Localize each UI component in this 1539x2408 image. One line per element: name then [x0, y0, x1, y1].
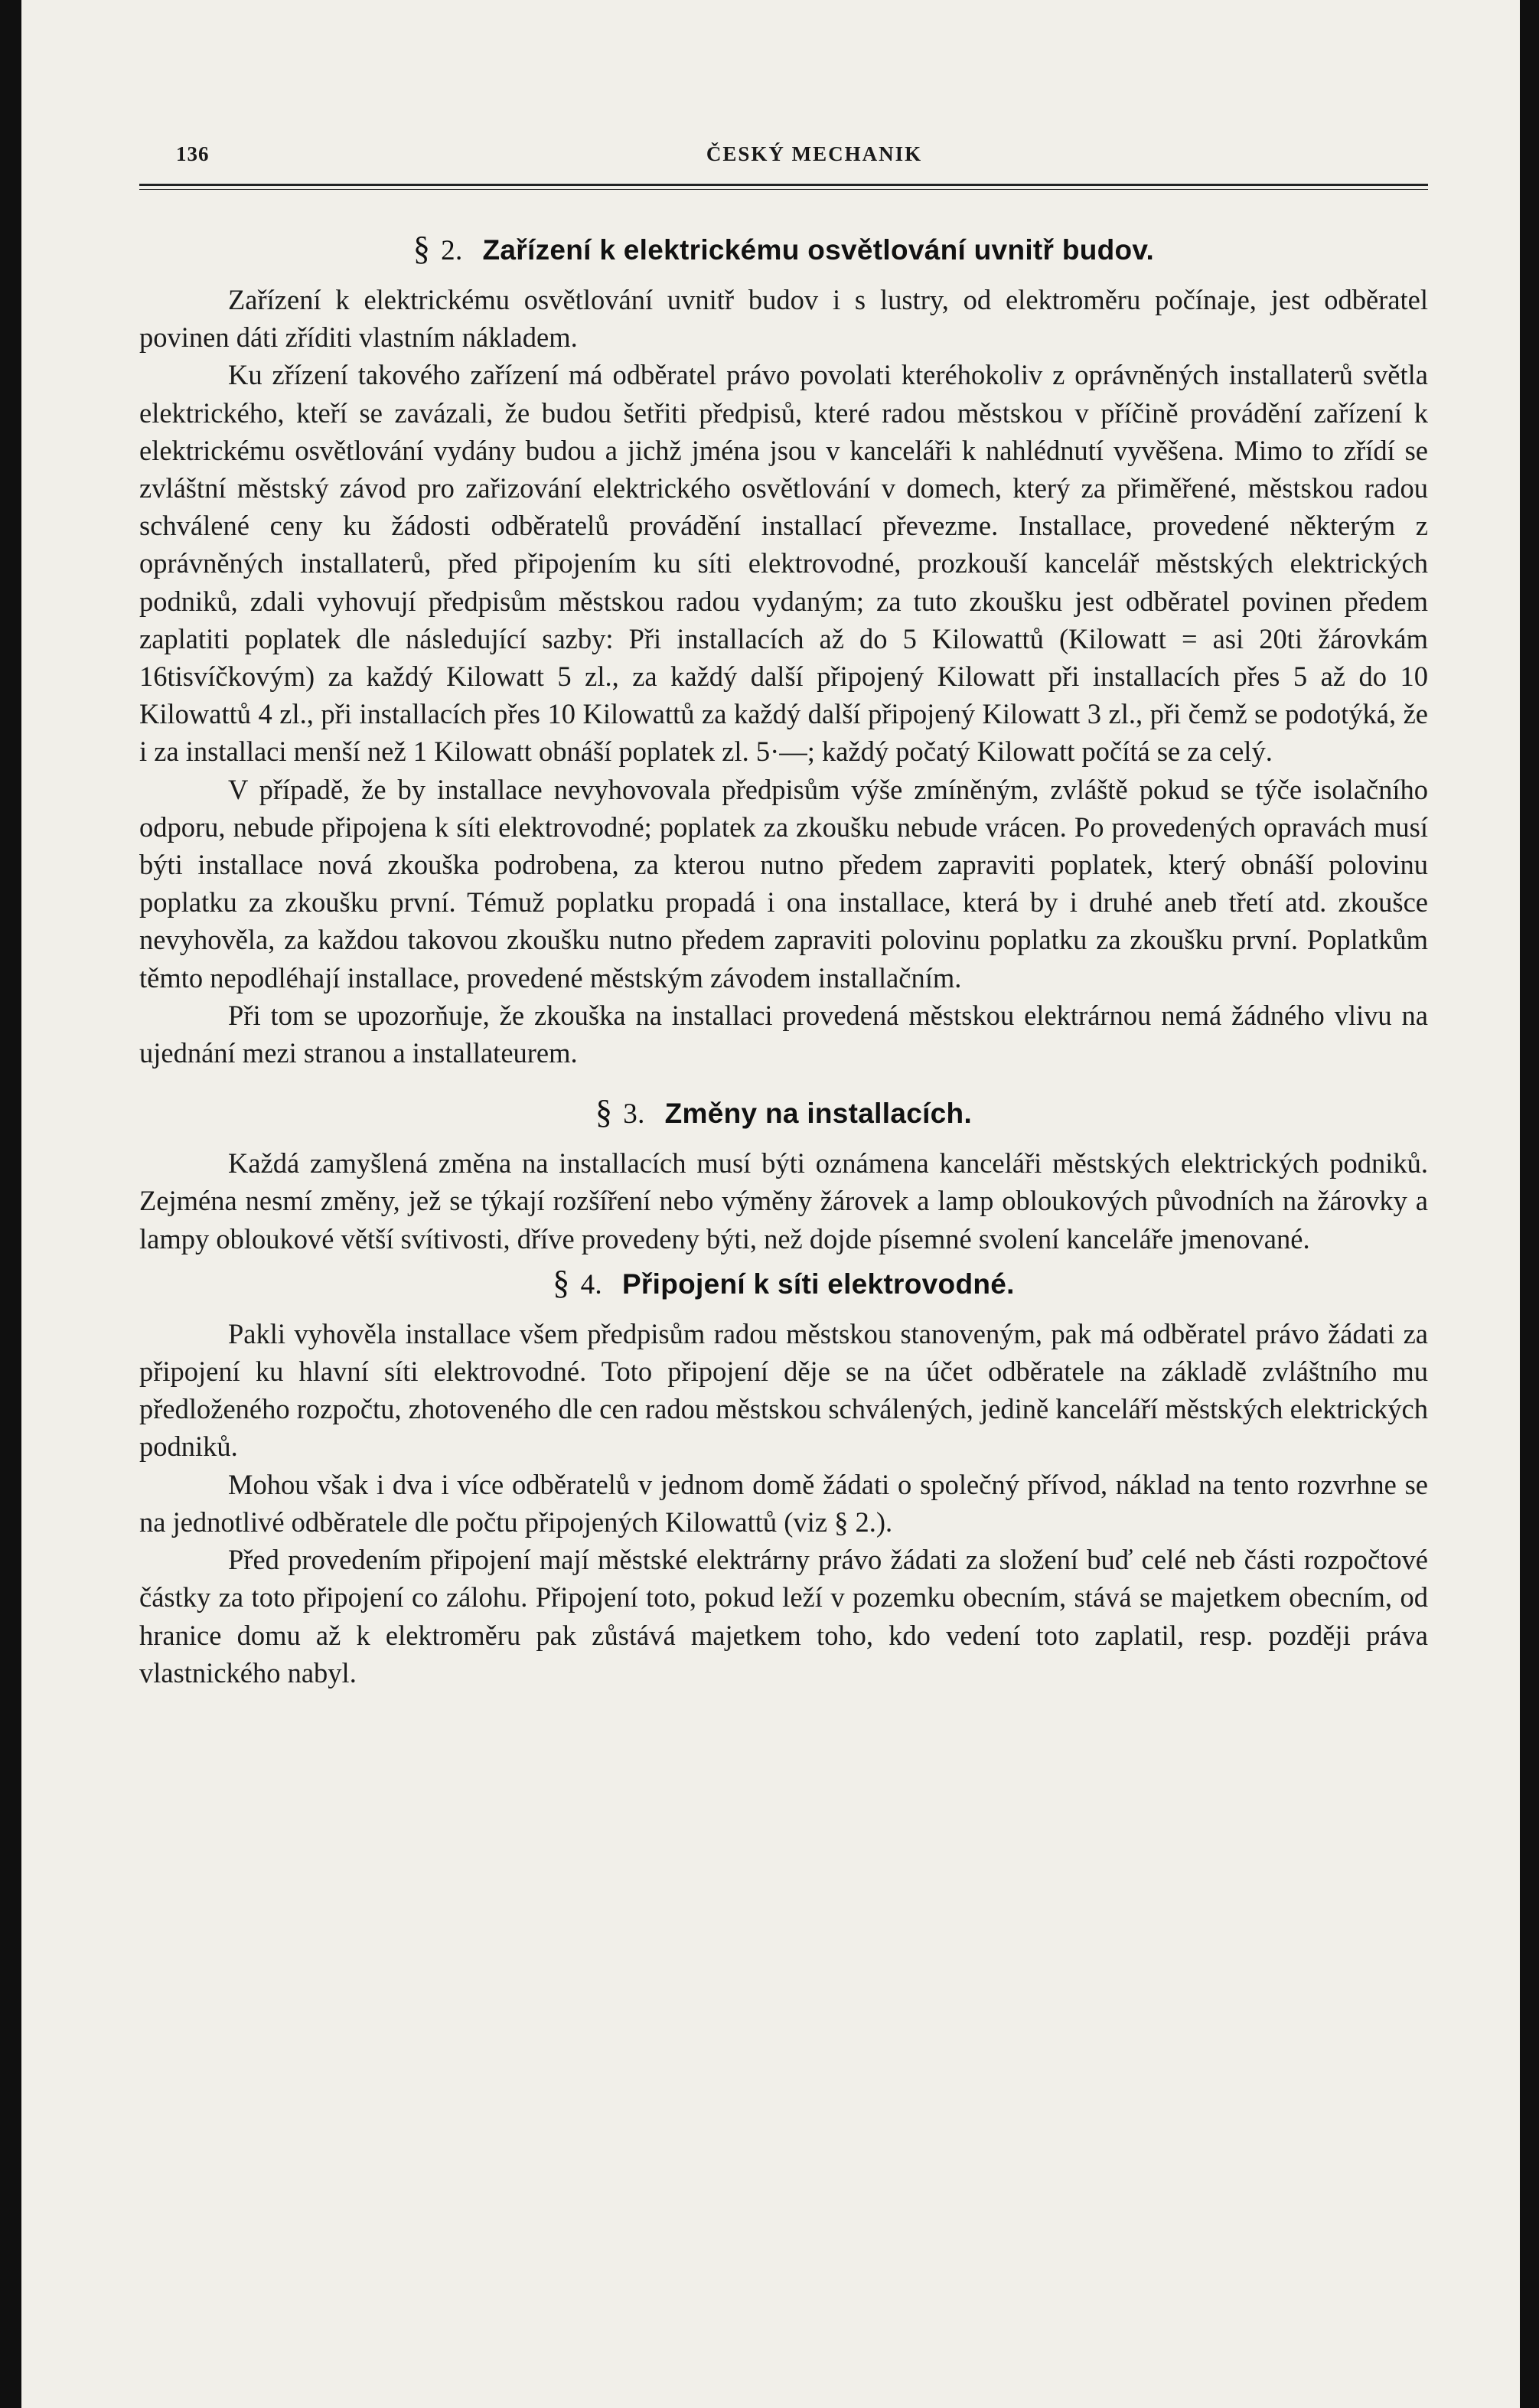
paragraph: Mohou však i dva i více odběratelů v jednom domě žádati o společný přívod, náklad na tento rozvrhne se na jednotlivé odběratele dle počtu připojených Kilowattů (viz § 2.). — [139, 1468, 1428, 1538]
header-rule-thin — [139, 189, 1428, 190]
section-heading — [139, 1087, 1428, 1140]
paragraph: Zařízení k elektrickému osvětlování uvnitř budov i s lustry, od elektroměru počínaje, jest odběratel povinen dáti zříditi vlastním nákladem. — [139, 284, 1428, 354]
section-number: 4. — [580, 1268, 602, 1300]
paragraph: Při tom se upozorňuje, že zkouška na installaci provedená městskou elektrárnou nemá žádného vlivu na ujednání mezi stranou a installateurem. — [139, 999, 1428, 1069]
paragraph: Ku zřízení takového zařízení má odběratel právo povolati kteréhokoliv z oprávněných installaterů světla elektrického, kteří se zavázali, že budou šetřiti předpisů, které radou městskou v příčině provádění zařízení k elektrickému osvětlování vydány budou a jichž jména jsou v kanceláři k nahlédnutí vyvěšena. Mimo to zřídí se zvláštní městský závod pro zařizování elektrického osvětlování v domech, který za přiměřené, městskou radou schválené ceny ku žádosti odběratelů provádění installací převezme. Installace, provedené některým z oprávněných installaterů, před připojením ku síti elektrovodné, prozkouší kancelář městských elektrických podniků, zdali vyhovují předpisům městskou radou vydaným; za tuto zkoušku jest odběratel povinen předem zaplatiti poplatek dle následující sazby: Při installacích až do 5 Kilowattů (Kilowatt = asi 20ti žárovkám 16tisvíčkovým) za každý Kilowatt 5 zl., za každý další připojený Kilowatt při installacích přes 5 až do 10 Kilowattů 4 zl., při installacích přes 10 Kilowattů za každý další připojený Kilowatt 3 zl., při čemž se podotýká, že i za installaci menší než 1 Kilowatt obnáší poplatek zl. 5·—; každý počatý Kilowatt počítá se za celý. — [139, 359, 1428, 768]
section-number: 2. — [441, 235, 463, 266]
section-sign: § — [412, 230, 431, 267]
section-number: 3. — [623, 1098, 645, 1131]
section-sign: § — [595, 1093, 613, 1131]
section-title: Zařízení k elektrickému osvětlování uvnitř budov. — [482, 234, 1155, 266]
header-rule-thick — [139, 184, 1428, 186]
running-title: ČESKÝ MECHANIK — [706, 142, 923, 165]
paragraph: Každá zamyšlená změna na installacích musí býti oznámena kanceláři městských elektrických podniků. Zejména nesmí změny, jež se týkají rozšíření nebo výměny žárovek a lamp obloukových původních na žárovky a lampy obloukové větší svítivosti, dříve provedeny býti, než dojde písemné svolení kanceláře jmenované. — [139, 1147, 1428, 1255]
paragraph: V případě, že by installace nevyhovovala předpisům výše zmíněným, zvláště pokud se týče isolačního odporu, nebude připojena k síti elektrovodné; poplatek za zkoušku nebude vrácen. Po provedených opravách musí býti installace nová zkouška podrobena, za kterou nutno předem zapraviti poplatek, který obnáší polovinu poplatku za zkoušku první. Témuž poplatku propadá i ona installace, která by i druhé aneb třetí atd. zkoušce nevyhověla, za každou takovou zkoušku nutno předem zapraviti polovinu poplatku za zkoušku první. Poplatkům těmto nepodléhají installace, provedené městským závodem installačním. — [139, 773, 1428, 994]
section-heading — [139, 1258, 1428, 1310]
paragraph: Před provedením připojení mají městské elektrárny právo žádati za složení buď celé neb části rozpočtové částky za toto připojení co zálohu. Připojení toto, pokud leží v pozemku obecním, stává se majetkem obecním, od hranice domu až k elektroměru pak zůstává majetkem toho, kdo vedení toto zaplatil, resp. později práva vlastnického nabyl. — [139, 1544, 1428, 1689]
section-sign: § — [553, 1263, 570, 1301]
section-heading — [139, 224, 1428, 276]
paragraph: Pakli vyhověla installace všem předpisům radou městskou stanoveným, pak má odběratel právo žádati za připojení ku hlavní síti elektrovodné. Toto připojení děje se na účet odběratele na základě zvláštního mu předloženého rozpočtu, zhotoveného dle cen radou městskou schválených, jedině kanceláří městských elektrických podniků. — [139, 1317, 1428, 1463]
body-text — [139, 224, 1428, 1692]
page-header — [139, 142, 1428, 173]
section-title: Připojení k síti elektrovodné. — [621, 1268, 1015, 1300]
page-number: 136 — [176, 142, 210, 165]
section-title: Změny na installacích. — [664, 1098, 973, 1130]
